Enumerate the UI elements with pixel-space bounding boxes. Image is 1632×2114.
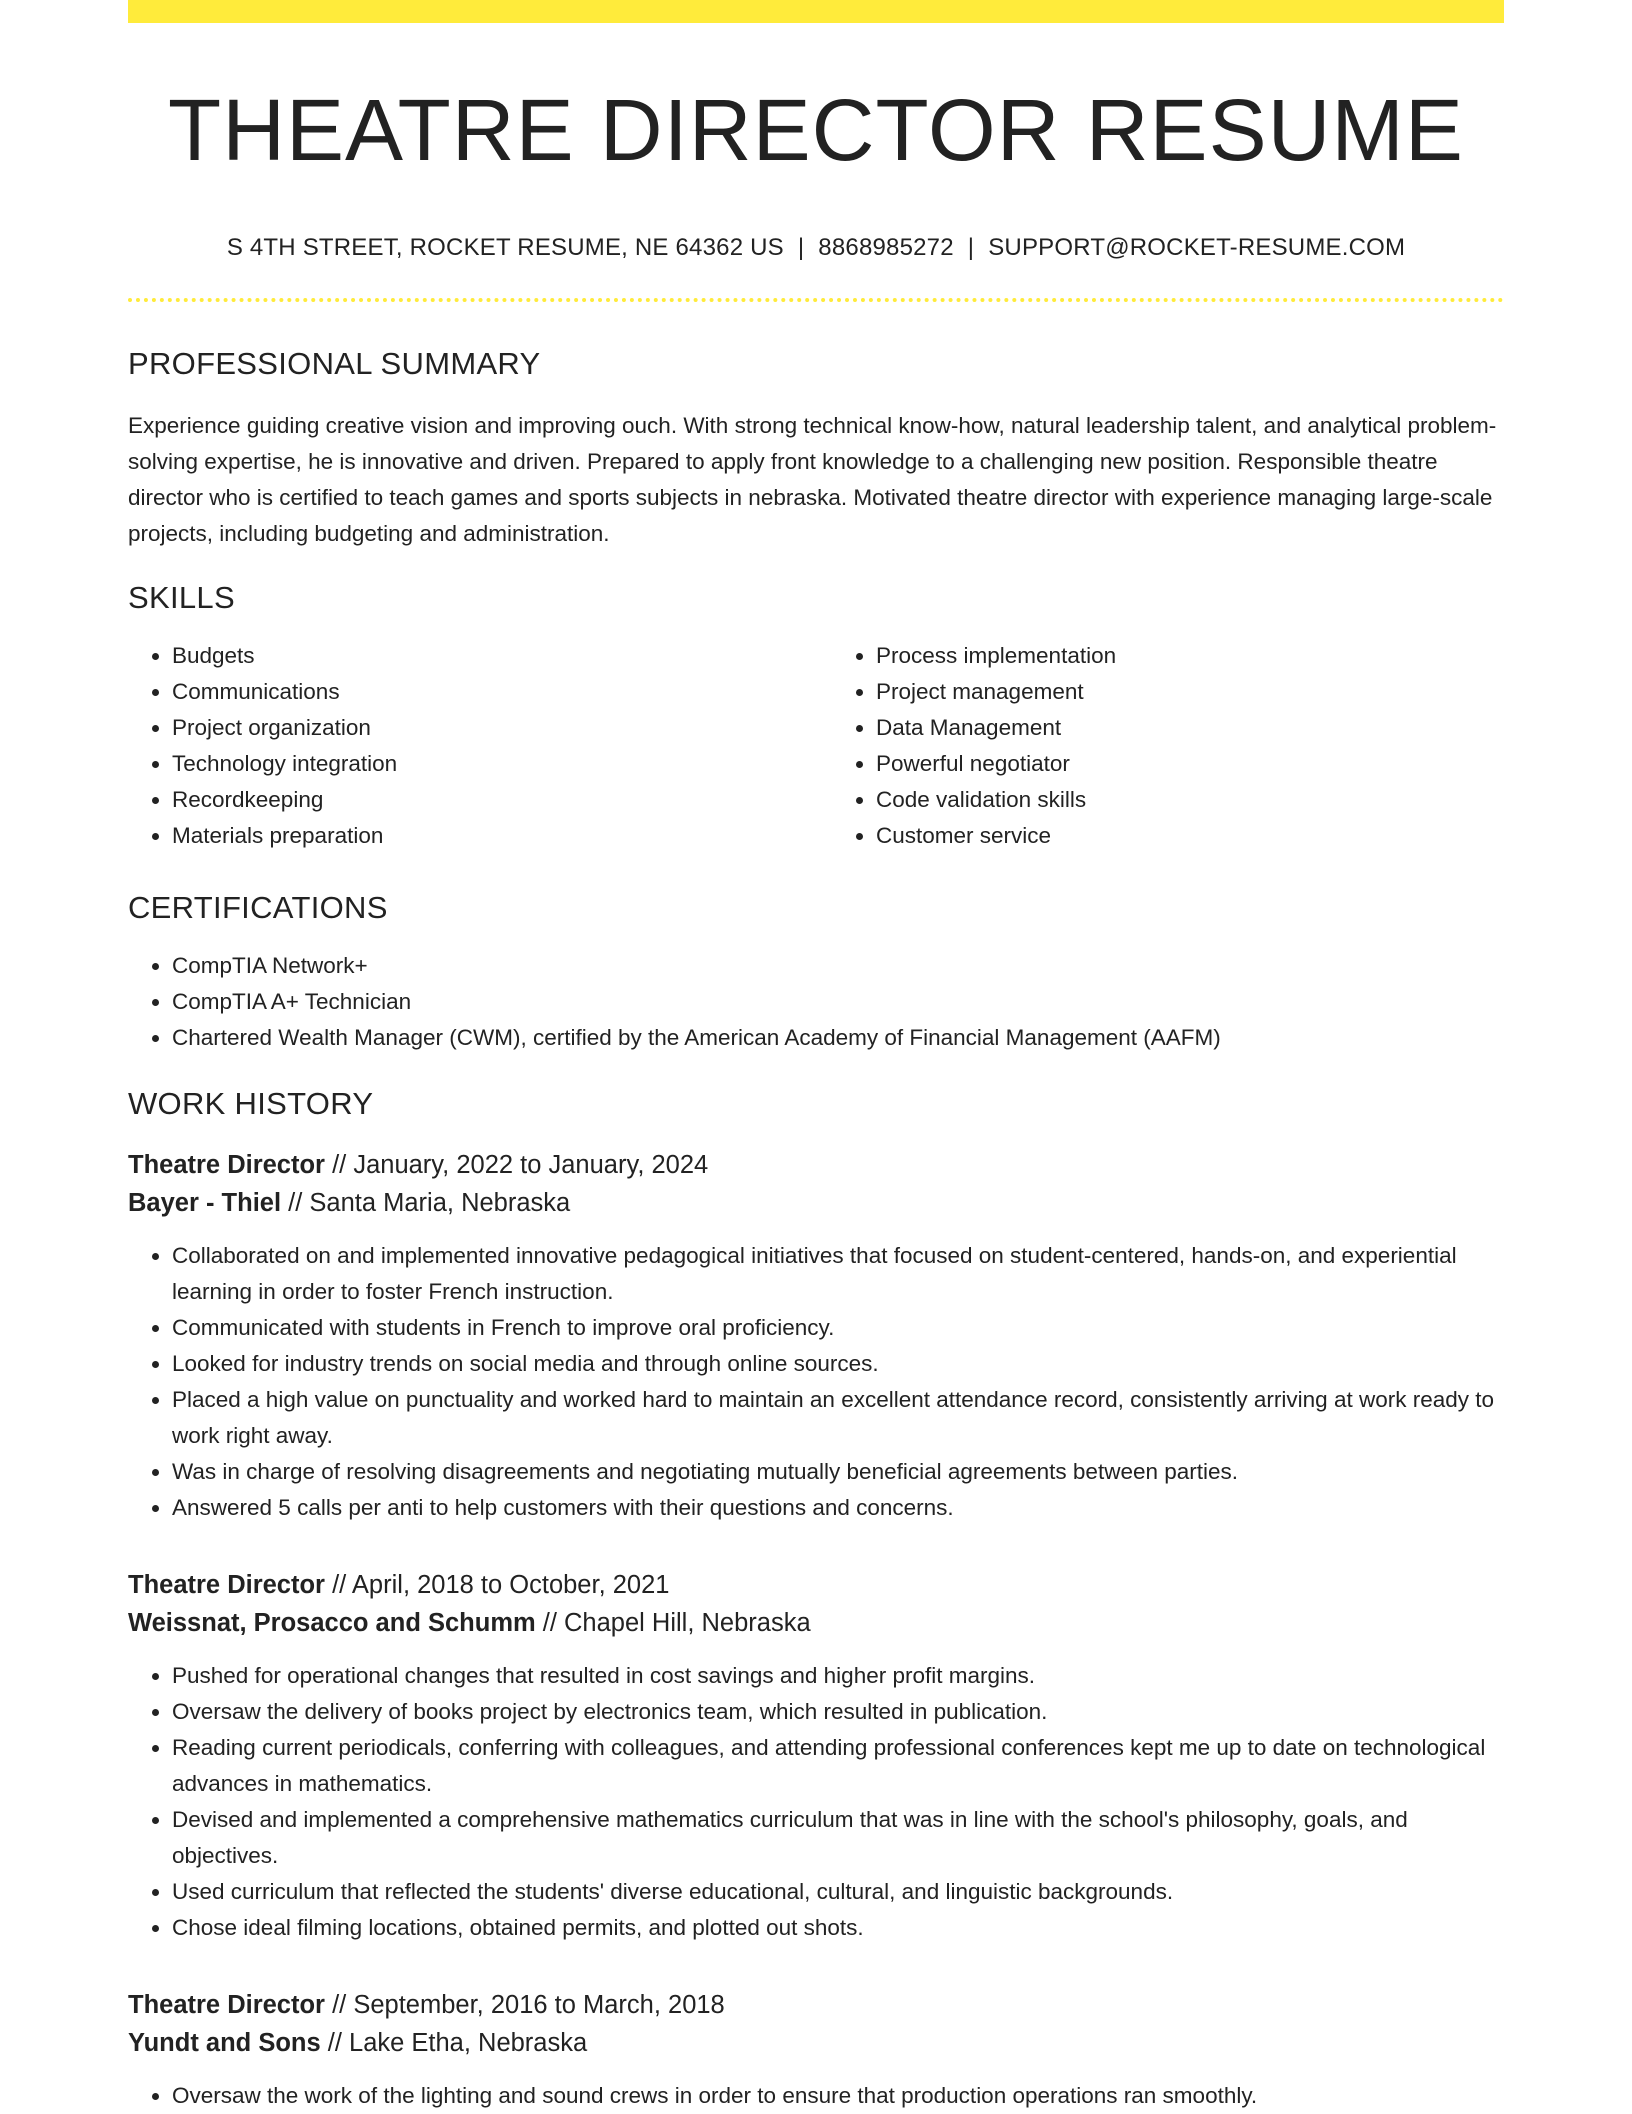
job-entry bbox=[128, 1146, 1504, 1526]
list-item: • Technology integration bbox=[172, 746, 816, 782]
list-item: • Recordkeeping bbox=[172, 782, 816, 818]
section-heading-certifications: CERTIFICATIONS bbox=[128, 889, 388, 925]
summary-section bbox=[128, 346, 1504, 552]
list-item: • Process implementation bbox=[876, 638, 1504, 674]
list-item: • Devised and implemented a comprehensive mathematics curriculum that was in line with the school's philosophy, goals, and objectives. bbox=[172, 1802, 1504, 1874]
resume-title: THEATRE DIRECTOR RESUME bbox=[168, 82, 1464, 179]
list-item: • Looked for industry trends on social media and through online sources. bbox=[172, 1346, 1504, 1382]
job-title-line bbox=[128, 1566, 1504, 1604]
contact-line bbox=[128, 234, 1504, 262]
contact-email: SUPPORT@ROCKET-RESUME.COM bbox=[988, 233, 1406, 261]
dotted-divider bbox=[128, 298, 1504, 302]
skills-section bbox=[128, 580, 1504, 854]
work-history-section bbox=[128, 1086, 1504, 2114]
section-heading-summary: PROFESSIONAL SUMMARY bbox=[128, 345, 541, 381]
job-bullets bbox=[128, 1238, 1504, 1526]
job-company-line bbox=[128, 2024, 1504, 2062]
summary-text: Experience guiding creative vision and improving ouch. With strong technical know-how, natural leadership talent, and analytical problem-solving expertise, he is innovative and driven. Prepared to apply front knowledge to a challenging new position. Responsible theatre director who is certified to teach games and sports subjects in nebraska. Motivated theatre director with experience managing large-scale projects, including budgeting and administration. bbox=[128, 412, 1497, 546]
section-heading-work-history: WORK HISTORY bbox=[128, 1085, 374, 1121]
job-role: Theatre Director bbox=[128, 1570, 325, 1599]
job-company-line bbox=[128, 1604, 1504, 1642]
contact-address: S 4TH STREET, ROCKET RESUME, NE 64362 US bbox=[226, 233, 784, 261]
list-item: • Customer service bbox=[876, 818, 1504, 854]
job-dates: // April, 2018 to October, 2021 bbox=[332, 1570, 670, 1599]
list-item: • Oversaw the work of the lighting and sound crews in order to ensure that production operations ran smoothly. bbox=[172, 2078, 1504, 2114]
list-item: • Communicated with students in French to improve oral proficiency. bbox=[172, 1310, 1504, 1346]
list-item: • Chose ideal filming locations, obtained permits, and plotted out shots. bbox=[172, 1910, 1504, 1946]
section-heading-skills: SKILLS bbox=[128, 579, 235, 615]
job-entry bbox=[128, 1566, 1504, 1946]
job-title-line bbox=[128, 1146, 1504, 1184]
resume-page bbox=[128, 0, 1504, 2114]
list-item: • Answered 5 calls per anti to help customers with their questions and concerns. bbox=[172, 1490, 1504, 1526]
list-item: • Collaborated on and implemented innovative pedagogical initiatives that focused on student-centered, hands-on, and experiential learning in order to foster French instruction. bbox=[172, 1238, 1504, 1310]
job-location: // Santa Maria, Nebraska bbox=[288, 1188, 571, 1217]
list-item: • Was in charge of resolving disagreements and negotiating mutually beneficial agreements between parties. bbox=[172, 1454, 1504, 1490]
job-bullets bbox=[128, 1658, 1504, 1946]
job-company: Bayer - Thiel bbox=[128, 1188, 282, 1217]
list-item: • Powerful negotiator bbox=[876, 746, 1504, 782]
list-item: • Reading current periodicals, conferring with colleagues, and attending professional conferences kept me up to date on technological advances in mathematics. bbox=[172, 1730, 1504, 1802]
list-item: • Budgets bbox=[172, 638, 816, 674]
list-item: • Code validation skills bbox=[876, 782, 1504, 818]
contact-phone: 8868985272 bbox=[818, 233, 954, 261]
job-company: Weissnat, Prosacco and Schumm bbox=[128, 1608, 536, 1637]
list-item: • Pushed for operational changes that resulted in cost savings and higher profit margins. bbox=[172, 1658, 1504, 1694]
list-item: • CompTIA Network+ bbox=[172, 948, 1504, 984]
job-location: // Chapel Hill, Nebraska bbox=[542, 1608, 811, 1637]
list-item: • Placed a high value on punctuality and worked hard to maintain an excellent attendance record, consistently arriving at work ready to work right away. bbox=[172, 1382, 1504, 1454]
skills-columns bbox=[128, 638, 1504, 854]
list-item: • Project management bbox=[876, 674, 1504, 710]
job-bullets bbox=[128, 2078, 1504, 2114]
job-role: Theatre Director bbox=[128, 1990, 325, 2019]
skills-left-list bbox=[128, 638, 816, 854]
job-title-line bbox=[128, 1986, 1504, 2024]
certifications-list bbox=[128, 948, 1504, 1056]
list-item: • Materials preparation bbox=[172, 818, 816, 854]
skills-right-list bbox=[816, 638, 1504, 854]
list-item: • Data Management bbox=[876, 710, 1504, 746]
job-company: Yundt and Sons bbox=[128, 2028, 321, 2057]
contact-separator: | bbox=[967, 233, 975, 261]
job-dates: // September, 2016 to March, 2018 bbox=[332, 1990, 725, 2019]
list-item: • Chartered Wealth Manager (CWM), certified by the American Academy of Financial Management (AAFM) bbox=[172, 1020, 1504, 1056]
contact-separator: | bbox=[797, 233, 805, 261]
list-item: • Used curriculum that reflected the students' diverse educational, cultural, and linguistic backgrounds. bbox=[172, 1874, 1504, 1910]
list-item: • CompTIA A+ Technician bbox=[172, 984, 1504, 1020]
top-accent-bar bbox=[128, 0, 1504, 23]
job-company-line bbox=[128, 1184, 1504, 1222]
list-item: • Project organization bbox=[172, 710, 816, 746]
job-entry bbox=[128, 1986, 1504, 2114]
job-location: // Lake Etha, Nebraska bbox=[327, 2028, 588, 2057]
certifications-section bbox=[128, 890, 1504, 1056]
list-item: • Oversaw the delivery of books project by electronics team, which resulted in publication. bbox=[172, 1694, 1504, 1730]
job-role: Theatre Director bbox=[128, 1150, 325, 1179]
job-dates: // January, 2022 to January, 2024 bbox=[332, 1150, 709, 1179]
list-item: • Communications bbox=[172, 674, 816, 710]
